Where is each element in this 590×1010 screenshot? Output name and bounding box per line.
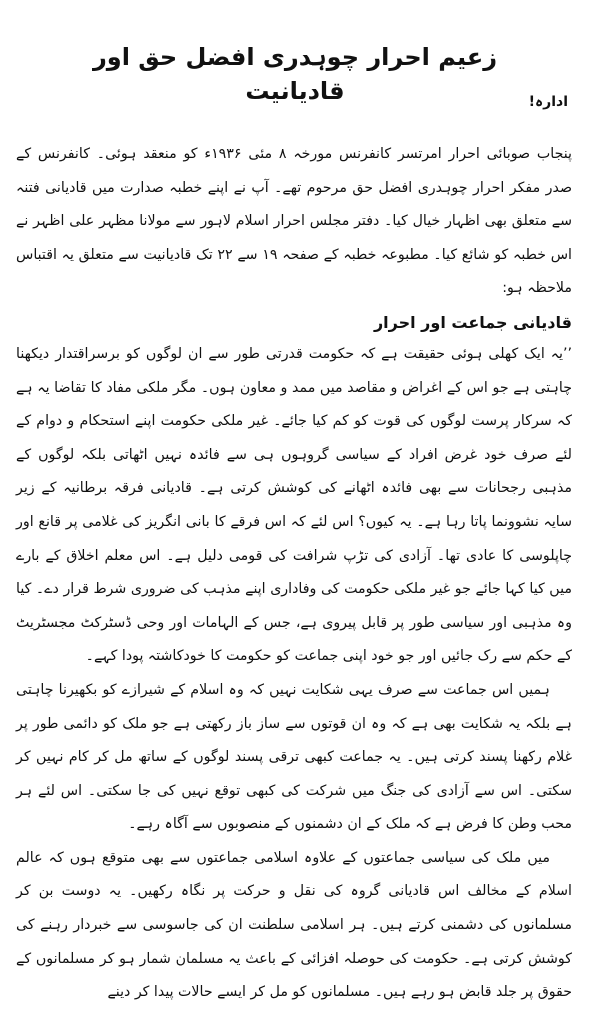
article-title: زعیم احرار چوہدری افضل حق اور قادیانیت: [92, 43, 498, 106]
article-body: [16, 138, 572, 1010]
author-byline: ادارہ!: [528, 94, 568, 110]
quote-paragraph-3: میں ملک کی سیاسی جماعتوں کے علاوہ اسلامی جماعتوں سے بھی متوقع ہوں کہ عالم اسلام کے مخالف اس قادیانی گروہ کی نقل و حرکت پر نگاہ رکھیں۔ یہ دوست بن کر مسلمانوں کی دشمنی کرتے ہیں۔ ہر اسلامی سلطنت ان کی جاسوسی سے خبردار رہنے کی کوشش کرتی ہے۔ حکومت کی حوصلہ افزائی کے باعث یہ مسلمان شمار ہو کر مسلمانوں کے حقوق پر جلد قابض ہو رہے ہیں۔ مسلمانوں کو مل کر ایسے حالات پیدا کر دینے: [16, 849, 572, 1001]
intro-paragraph: پنجاب صوبائی احرار امرتسر کانفرنس مورخہ ۸ مئی ۱۹۳۶ء کو منعقد ہوئی۔ کانفرنس کے صدر مفکر احرار چوہدری افضل حق مرحوم تھے۔ آپ نے اپنے خطبہ صدارت میں قادیانی فتنہ سے متعلق بھی اظہار خیال کیا۔ دفتر مجلس احرار اسلام لاہور سے مولانا مظہر علی اظہر نے اس خطبہ کو شائع کیا۔ مطبوعہ خطبہ کے صفحہ ۱۹ سے ۲۲ تک قادیانیت سے متعلق یہ اقتباس ملاحظہ ہو:: [16, 146, 572, 297]
quote-paragraph-1: ’’یہ ایک کھلی ہوئی حقیقت ہے کہ حکومت قدرتی طور سے ان لوگوں کو برسراقتدار دیکھنا چاہتی ہے جو اس کے اغراض و مقاصد میں ممد و معاون ہوں۔ مگر ملکی مفاد کا تقاضا یہ ہے کہ سرکار پرست لوگوں کی قوت کو کم کیا جائے۔ غیر ملکی حکومت اپنے استحکام و دوام کے لئے صرف خود غرض افراد کے سیاسی گروہوں ہی سے فائدہ نہیں اٹھاتی بلکہ لوگوں کے مذہبی رجحانات سے بھی فائدہ اٹھانے کی کوشش کرتی ہے۔ قادیانی فرقہ برطانیہ کے زیر سایہ نشوونما پاتا رہا ہے۔ یہ کیوں؟ اس لئے کہ اس فرقے کا بانی انگریز کی غلامی پر قانع اور چاپلوسی کا عادی تھا۔ آزادی کی تڑپ شرافت کی قومی دلیل ہے۔ اس معلم اخلاق کے بارے میں کیا کہا جائے جو غیر ملکی حکومت کی وفاداری اپنے مذہب کی ضروری شرط قرار دے۔ کیا وہ مذہبی اور سیاسی طور پر قابل پیروی ہے، جس کے الہامات اور وحی ڈسٹرکٹ مجسٹریٹ کے حکم سے رک جائیں اور جو خود اپنی جماعت کو حکومت کا خودکاشتہ پودا کہے۔: [16, 345, 572, 665]
section-heading: قادیانی جماعت اور احرار: [373, 312, 572, 332]
quote-paragraph-2: ہمیں اس جماعت سے صرف یہی شکایت نہیں کہ وہ اسلام کے شیرازے کو بکھیرنا چاہتی ہے بلکہ یہ شکایت بھی ہے کہ وہ ان قوتوں سے ساز باز رکھتی ہے جو ملک کو دائمی طور پر غلام رکھنا پسند کرتی ہیں۔ یہ جماعت کبھی ترقی پسند لوگوں کے ساتھ مل کر کام نہیں کر سکتی۔ اس سے آزادی کی جنگ میں شرکت کی کبھی توقع نہیں کی جا سکتی۔ اس لئے ہر محب وطن کا فرض ہے کہ ملک کے ان دشمنوں کے منصوبوں سے آگاہ رہے۔: [16, 681, 572, 833]
